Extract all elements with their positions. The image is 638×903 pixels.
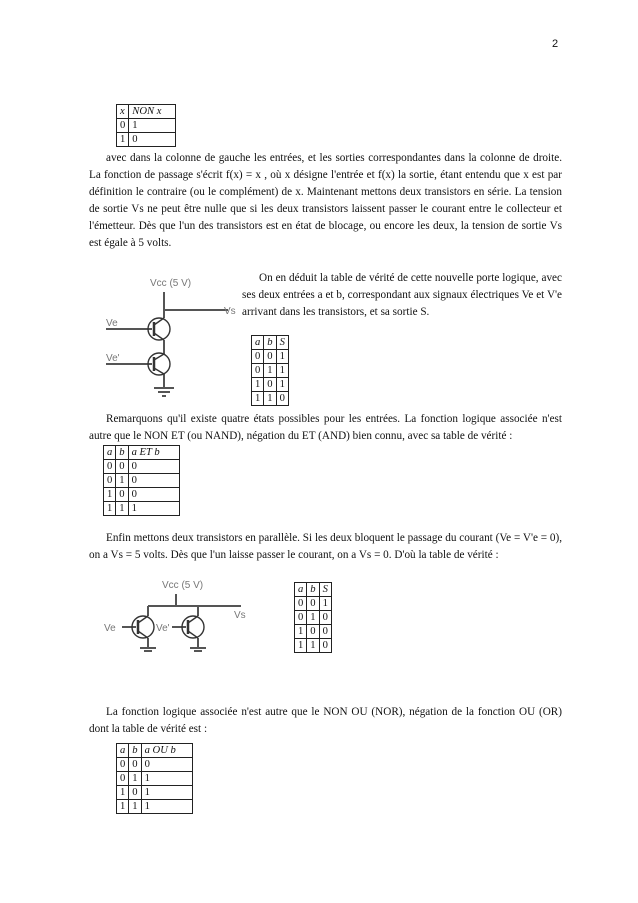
cell: 0 [129,133,176,147]
cell: 1 [129,119,176,133]
nand-text: Remarquons qu'il existe quatre états possibles pour les entrées. La fonction logique associée n'est autre que le NON ET (ou NAND), négation du ET (AND) bien connu, avec sa table de vérité : [89,413,562,442]
header-b: b [307,583,319,597]
cell: 1 [276,378,288,392]
vs-label: Vs [234,610,246,621]
page-number: 2 [552,38,559,50]
header-a-or-b: a OU b [141,744,192,758]
cell: 1 [319,597,331,611]
nor-paragraph [89,704,562,738]
cell: 1 [307,639,319,653]
intro-text: avec dans la colonne de gauche les entrées, et les sorties correspondantes dans la colonne de droite. La fonction de passage s'écrit f(x) = x , où x désigne l'entrée et f(x) la sortie, étant entendu que x est par définition le contraire (ou le complément) de x. Maintenant mettons deux transistors en série. La tension de sortie Vs ne peut être nulle que si les deux transistors laissent passer le courant entre le collecteur et l'émetteur. Dès que l'un des transistors est en état de blocage, ou encore les deux, la tension de sortie Vs est égale à 5 volts. [89,152,562,249]
cell: 0 [252,364,264,378]
cell: 0 [128,488,179,502]
parallel-text: Enfin mettons deux transistors en parallèle. Si les deux bloquent le passage du courant (Ve = V'e = 0), on a Vs = 5 volts. Dès que l'un laisse passer le courant, on a Vs = 0. D'où la table de vérité : [89,532,562,561]
truth-table-and [103,445,180,516]
cell: 0 [128,474,179,488]
header-a: a [104,446,116,460]
cell: 0 [276,392,288,406]
cell: 1 [141,786,192,800]
ve-label: Ve [104,623,116,634]
cell: 1 [252,378,264,392]
cell: 1 [264,392,276,406]
cell: 0 [117,119,129,133]
cell: 1 [116,502,128,516]
cell: 0 [319,625,331,639]
cell: 1 [104,502,116,516]
nand-paragraph [89,411,562,445]
cell: 1 [128,502,179,516]
cell: 1 [295,625,307,639]
cell: 1 [264,364,276,378]
cell: 0 [128,460,179,474]
ve2-label: Ve' [156,623,170,634]
cell: 0 [264,378,276,392]
series-text: On en déduit la table de vérité de cette nouvelle porte logique, avec ses deux entrées a et b, correspondant aux signaux électriques Ve et V'e arrivant dans les transistors, et sa sortie S. [242,272,562,318]
cell: 0 [264,350,276,364]
header-s: S [319,583,331,597]
cell: 1 [129,800,141,814]
cell: 1 [117,800,129,814]
parallel-transistor-circuit [96,576,256,656]
cell: 1 [116,474,128,488]
cell: 0 [104,460,116,474]
ve-label: Ve [106,318,118,329]
cell: 0 [141,758,192,772]
cell: 0 [307,597,319,611]
truth-table-or [116,743,193,814]
series-paragraph [242,270,562,321]
cell: 0 [295,597,307,611]
cell: 0 [252,350,264,364]
vs-label: Vs [224,306,236,317]
cell: 1 [117,133,129,147]
header-x: x [117,105,129,119]
header-a: a [252,336,264,350]
ve2-label: Ve' [106,353,120,364]
cell: 0 [307,625,319,639]
header-b: b [264,336,276,350]
truth-table-not [116,104,176,147]
header-a: a [117,744,129,758]
cell: 0 [129,758,141,772]
cell: 0 [319,639,331,653]
cell: 1 [295,639,307,653]
header-a: a [295,583,307,597]
vcc-label: Vcc (5 V) [162,580,204,591]
cell: 1 [276,350,288,364]
cell: 1 [117,786,129,800]
header-b: b [116,446,128,460]
header-b: b [129,744,141,758]
truth-table-nor-output [294,582,332,653]
cell: 1 [141,772,192,786]
cell: 0 [116,460,128,474]
cell: 0 [104,474,116,488]
cell: 1 [252,392,264,406]
cell: 1 [129,772,141,786]
cell: 1 [104,488,116,502]
cell: 0 [117,758,129,772]
cell: 0 [117,772,129,786]
header-s: S [276,336,288,350]
series-transistor-circuit [96,270,246,400]
vcc-label: Vcc (5 V) [150,278,192,289]
cell: 0 [319,611,331,625]
nor-text: La fonction logique associée n'est autre que le NON OU (NOR), négation de la fonction OU (OR) dont la table de vérité est : [89,706,562,735]
cell: 0 [295,611,307,625]
cell: 1 [276,364,288,378]
header-a-and-b: a ET b [128,446,179,460]
cell: 1 [307,611,319,625]
cell: 0 [116,488,128,502]
intro-paragraph [89,150,562,252]
truth-table-nand-output [251,335,289,406]
parallel-paragraph [89,530,562,564]
cell: 1 [141,800,192,814]
header-not-x: NON x [129,105,176,119]
cell: 0 [129,786,141,800]
